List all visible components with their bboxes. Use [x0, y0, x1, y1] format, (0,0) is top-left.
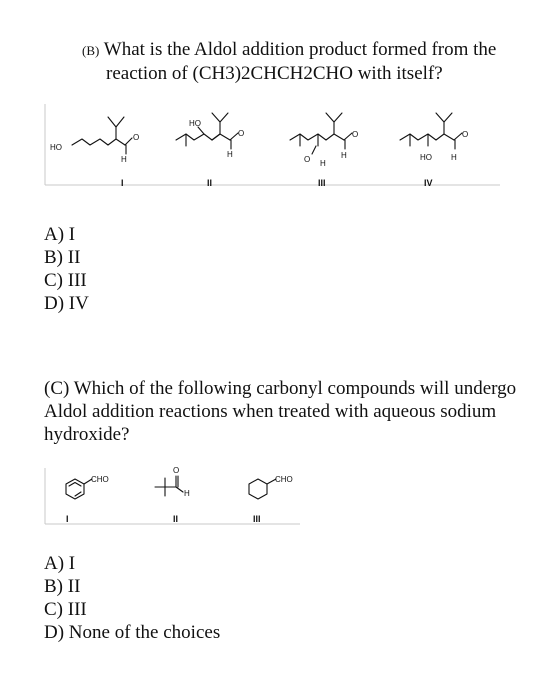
b3-label-h2: H — [341, 151, 347, 160]
structure-b4 — [400, 113, 468, 188]
question-c-structures — [0, 462, 558, 542]
b-option-d[interactable]: D) IV — [44, 293, 89, 314]
b1-label-o: O — [133, 133, 140, 142]
b-option-b[interactable]: B) II — [44, 247, 81, 268]
b2-label-h: H — [227, 150, 233, 159]
c2-numeral: II — [173, 514, 179, 524]
b3-numeral: III — [318, 178, 326, 188]
question-c-line1: (C) Which of the following carbonyl compounds will undergo — [44, 378, 517, 399]
b3-label-o2: O — [352, 130, 359, 139]
b3-label-o: O — [304, 155, 311, 164]
b4-label-o: O — [462, 130, 469, 139]
structure-b3 — [290, 113, 358, 188]
b3-label-h1: H — [320, 159, 326, 168]
c-option-d[interactable]: D) None of the choices — [44, 622, 221, 643]
structure-b2 — [176, 113, 244, 188]
c1-numeral: I — [66, 514, 69, 524]
b2-numeral: II — [207, 178, 213, 188]
b4-label-ho: HO — [420, 153, 432, 162]
c-option-b[interactable]: B) II — [44, 576, 81, 597]
c-option-c[interactable]: C) III — [44, 599, 87, 620]
question-b-tag: (B) — [82, 43, 100, 58]
b2-label-o: O — [238, 129, 245, 138]
question-b-line1: What is the Aldol addition product formed from the — [103, 39, 497, 60]
b-option-c[interactable]: C) III — [44, 270, 87, 291]
question-b-text — [82, 38, 496, 85]
c-option-a[interactable]: A) I — [44, 553, 76, 574]
c1-label-cho: CHO — [91, 475, 109, 484]
c2-label-o: O — [173, 466, 180, 475]
b2-label-ho: HO — [189, 119, 201, 128]
question-b-options — [44, 223, 89, 315]
question-c-line3: hydroxide? — [44, 424, 130, 445]
question-c-options — [44, 552, 220, 644]
structure-b1 — [50, 117, 139, 188]
structure-c2 — [155, 466, 190, 524]
b-option-a[interactable]: A) I — [44, 224, 76, 245]
structure-c3 — [249, 475, 293, 524]
question-b-line2: reaction of (CH3)2CHCH2CHO with itself? — [106, 63, 443, 84]
question-c-line2: Aldol addition reactions when treated with aqueous sodium — [44, 401, 497, 422]
c3-label-cho: CHO — [275, 475, 293, 484]
b4-numeral: IV — [424, 178, 433, 188]
c2-label-h: H — [184, 489, 190, 498]
b1-label-h: H — [121, 155, 127, 164]
c3-numeral: III — [253, 514, 261, 524]
structure-c1 — [66, 475, 109, 524]
b1-label-ho: HO — [50, 143, 62, 152]
b4-label-h: H — [451, 153, 457, 162]
question-c-text — [44, 377, 516, 446]
b1-numeral: I — [121, 178, 124, 188]
